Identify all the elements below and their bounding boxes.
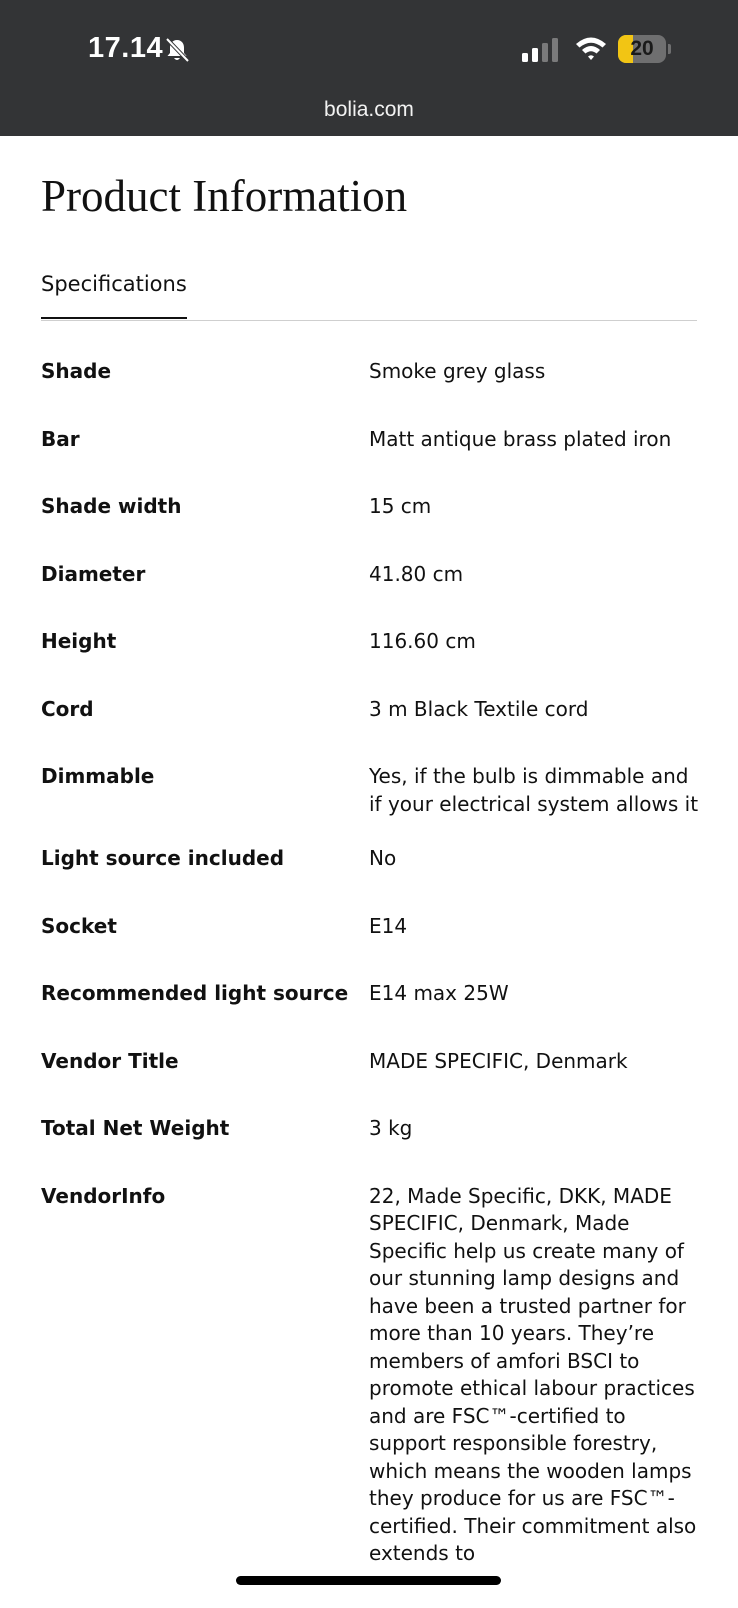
specifications-table — [41, 358, 701, 1608]
status-time: 17.14 — [88, 32, 164, 64]
bell-slash-icon — [163, 36, 191, 64]
spec-label: VendorInfo — [41, 1183, 166, 1208]
spec-value: Matt antique brass plated iron — [369, 426, 672, 451]
spec-row — [41, 1048, 701, 1076]
spec-row — [41, 696, 701, 724]
spec-value: 3 m Black Textile cord — [369, 696, 589, 721]
spec-row — [41, 1183, 701, 1568]
tab-bar — [41, 262, 697, 321]
status-bar — [0, 0, 738, 136]
signal-icon — [522, 38, 562, 62]
spec-label: Shade width — [41, 494, 182, 518]
spec-value: 116.60 cm — [369, 629, 476, 653]
spec-row — [41, 913, 701, 941]
tab-specifications[interactable]: Specifications — [41, 272, 187, 319]
spec-value: MADE SPECIFIC, Denmark — [369, 1048, 628, 1073]
battery-level: 20 — [630, 37, 654, 60]
home-indicator[interactable] — [236, 1576, 501, 1585]
spec-label: Vendor Title — [41, 1048, 179, 1073]
url-bar[interactable]: bolia.com — [324, 98, 414, 121]
spec-label: Light source included — [41, 846, 285, 870]
spec-value: 15 cm — [369, 494, 432, 518]
spec-label: Cord — [41, 696, 94, 721]
spec-value: 3 kg — [369, 1116, 413, 1140]
spec-row — [41, 628, 701, 656]
spec-label: Height — [41, 629, 117, 653]
spec-row — [41, 1115, 701, 1143]
spec-row — [41, 493, 701, 521]
spec-label: Total Net Weight — [41, 1116, 230, 1140]
spec-value: No — [369, 846, 397, 870]
spec-row — [41, 426, 701, 454]
wifi-icon — [574, 35, 608, 61]
spec-row — [41, 358, 701, 386]
spec-value: Smoke grey glass — [369, 359, 546, 383]
page-title: Product Information — [41, 171, 408, 221]
battery-icon — [618, 35, 670, 63]
spec-label: Bar — [41, 426, 80, 451]
spec-value: Yes, if the bulb is dimmable and if your electrical system allows it — [369, 764, 699, 816]
spec-value: E14 — [369, 913, 408, 938]
spec-row — [41, 763, 701, 818]
spec-value: 22, Made Specific, DKK, MADE SPECIFIC, Denmark, Made Specific help us create many of our stunning lamp designs and have been a trusted partner for more than 10 years. They’re members of amfori BSCI to promote ethical labour practices and are FSC™-certified to support responsible forestry, which means the wooden lamps they produce for us are FSC™-certified. Their commitment also extends to — [369, 1183, 697, 1565]
spec-label: Shade — [41, 359, 112, 383]
spec-label: Dimmable — [41, 764, 155, 788]
spec-label: Recommended light source — [41, 981, 349, 1005]
spec-row — [41, 845, 701, 873]
spec-label: Diameter — [41, 561, 146, 586]
spec-row — [41, 561, 701, 589]
spec-label: Socket — [41, 913, 117, 938]
spec-value: 41.80 cm — [369, 561, 464, 586]
spec-row — [41, 980, 701, 1008]
spec-value: E14 max 25W — [369, 981, 509, 1005]
